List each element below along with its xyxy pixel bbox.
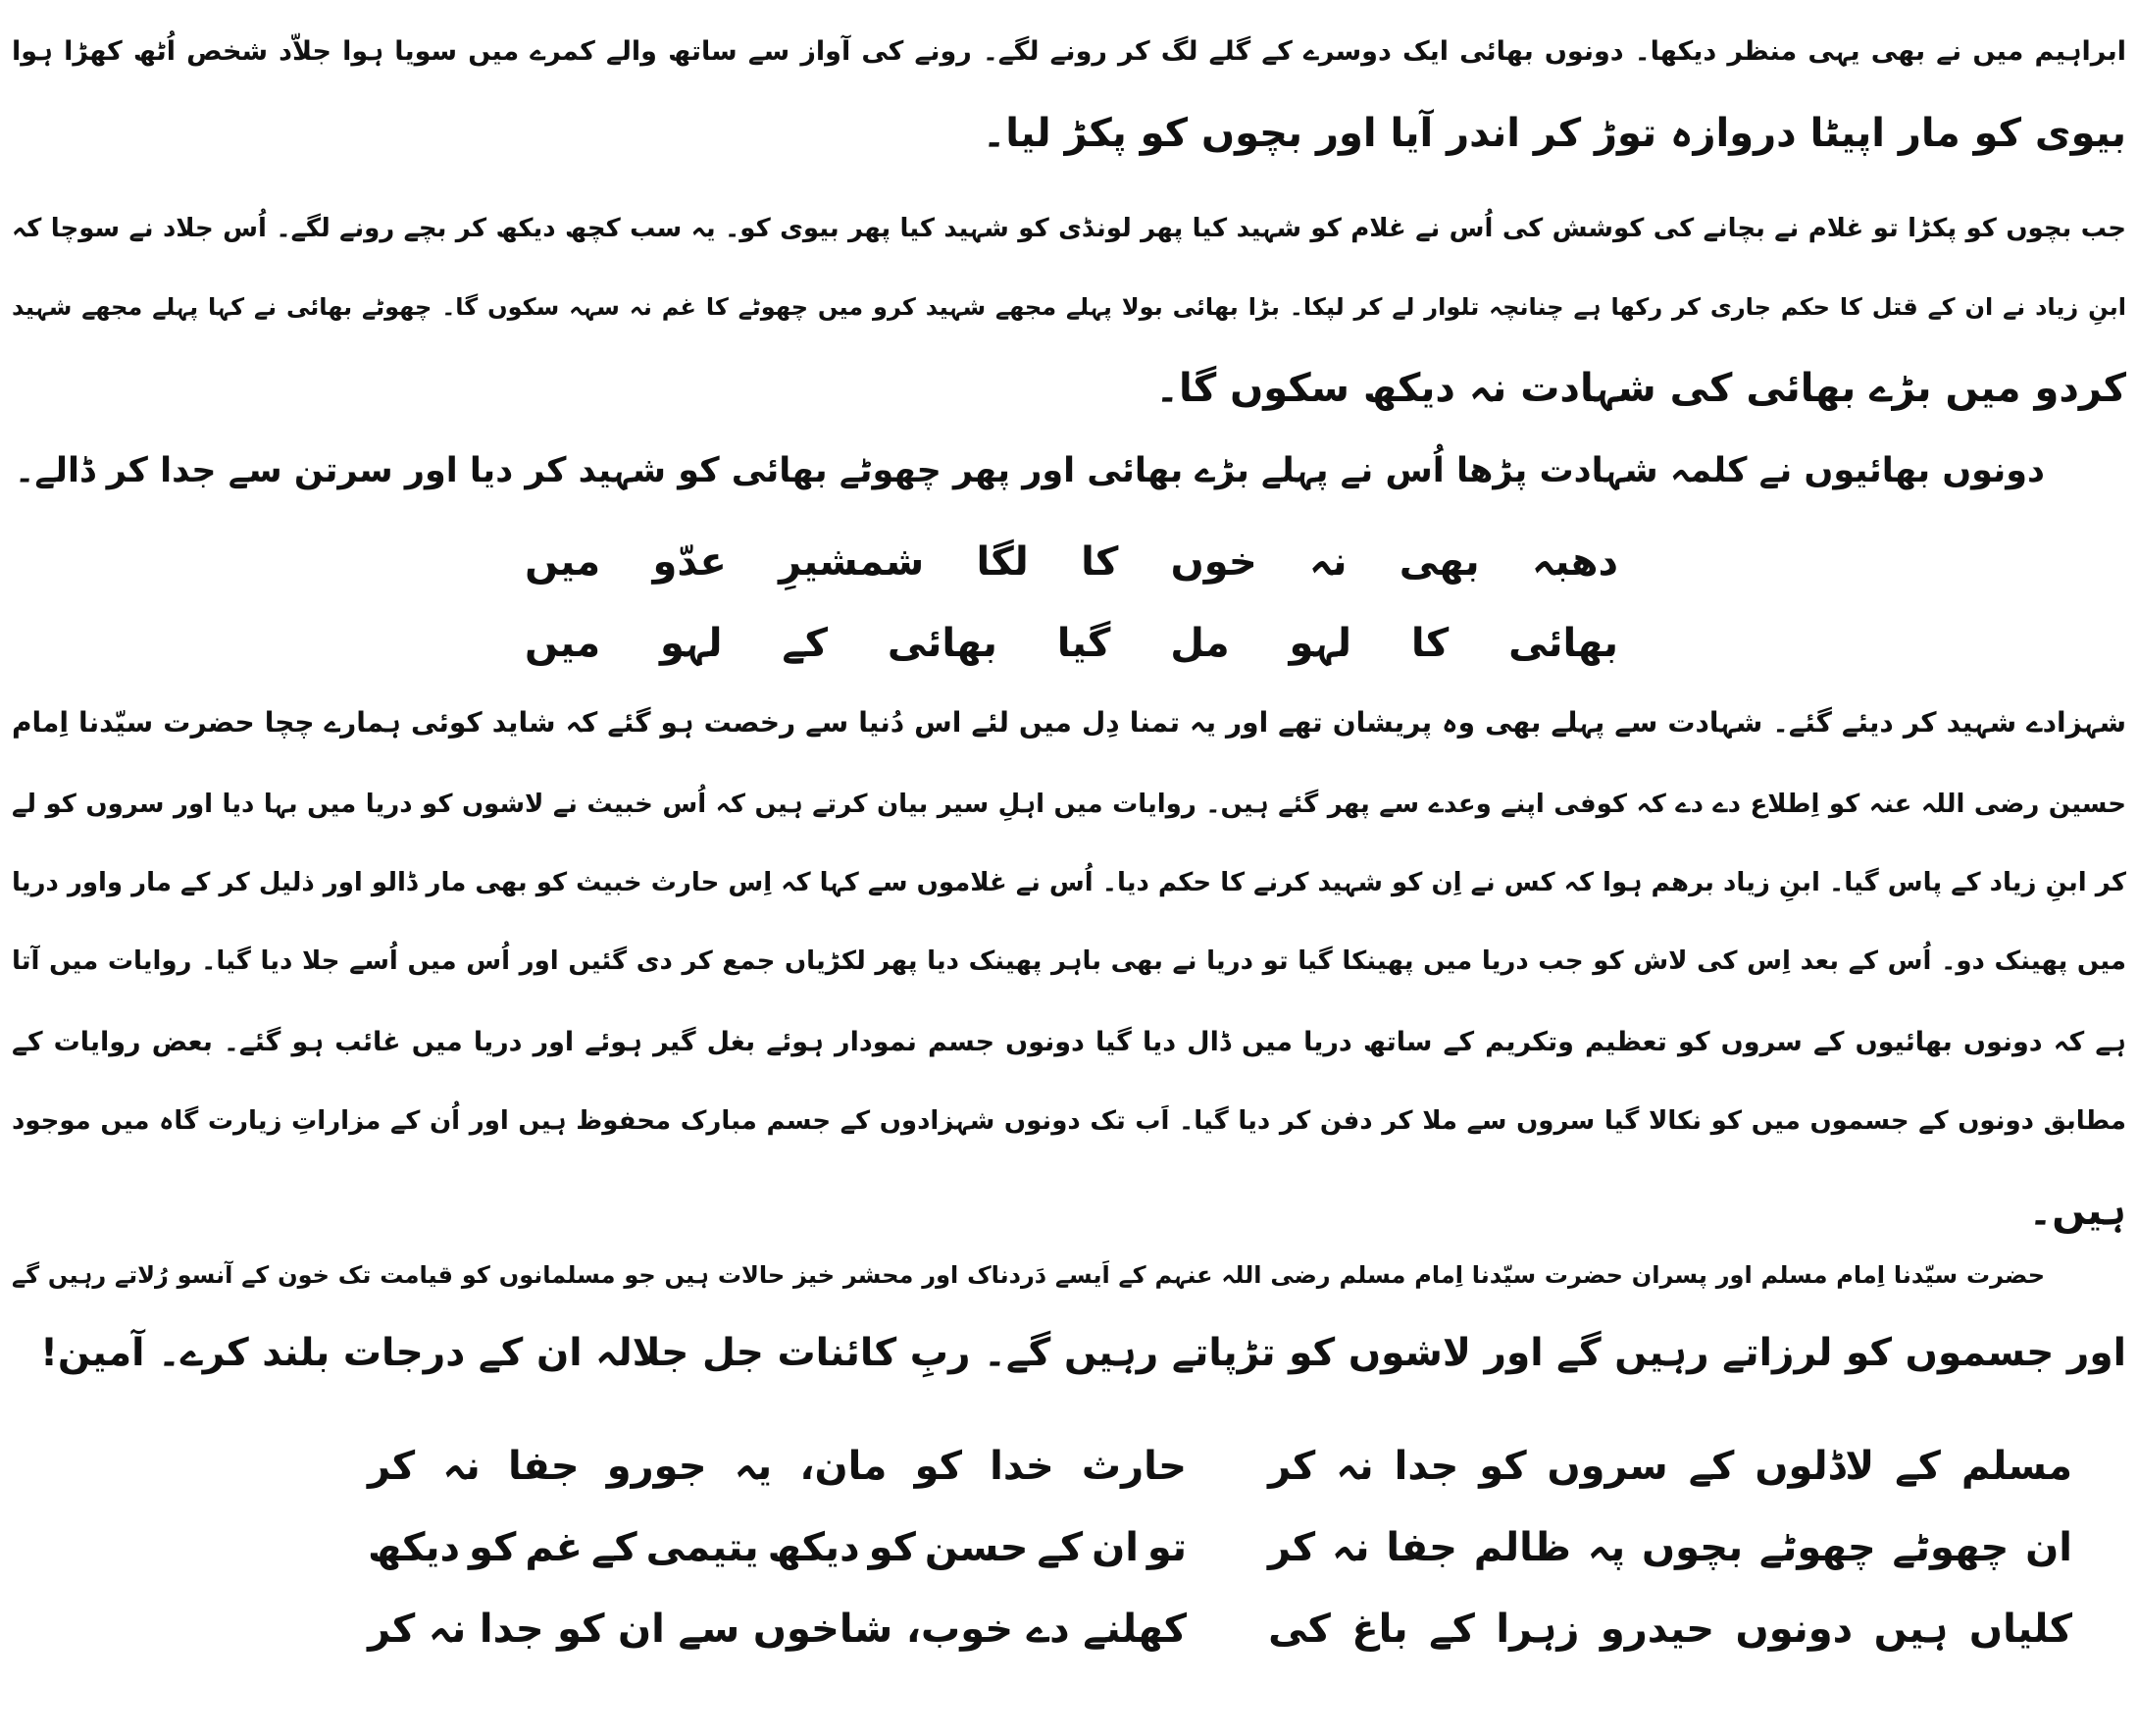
text-line: کر ابنِ زیاد کے پاس گیا۔ ابنِ زیاد برھم ہوا کہ کس نے اِن کو شہید کرنے کا حکم دیا۔ اُس نے غلاموں سے کہا کہ اِس حارث خبیث کو بھی مار ڈالو اور ذلیل کر کے مار واور دریا xyxy=(12,868,2126,897)
verse-word: غم xyxy=(525,1525,584,1570)
couplet-word: کا xyxy=(1081,539,1119,585)
verse-word: کھلنے xyxy=(1083,1607,1187,1652)
verse-word: کر xyxy=(368,1444,416,1489)
couplet-word: خوں xyxy=(1170,539,1257,585)
verse-word: کر xyxy=(368,1607,416,1652)
couplet-word: شمشیرِ xyxy=(779,539,925,585)
verse-word: چھوٹے xyxy=(1758,1525,1876,1570)
verse-hemistich-left xyxy=(368,1595,1187,1663)
couplet-word: بھائی xyxy=(887,621,997,666)
verse-word: ظالم xyxy=(1473,1525,1571,1570)
verse-word: نہ xyxy=(1336,1444,1374,1489)
verse-word: کے xyxy=(590,1525,637,1570)
verse-word: چھوٹے xyxy=(1892,1525,2010,1570)
text-line: حضرت سیّدنا اِمام مسلم اور پسران حضرت سیّدنا اِمام مسلم رضی اللہ عنہم کے اَیسے دَردناک اور محشر خیز حالات ہیں جو مسلمانوں کو قیامت تک خون کے آنسو رُلاتے رہیں گے xyxy=(12,1261,2045,1289)
couplet-word: نہ xyxy=(1309,539,1348,585)
verse-word: مان، xyxy=(799,1444,888,1489)
couplet-word: میں xyxy=(525,539,601,585)
couplet-word: لہو xyxy=(1289,621,1352,666)
text-line: ابنِ زیاد نے ان کے قتل کا حکم جاری کر رکھا ہے چنانچہ تلوار لے کر لپکا۔ بڑا بھائی بولا پہلے مجھے شہید کرو میں چھوٹے کا غم نہ سہہ سکوں گا۔ چھوٹے بھائی نے کہا پہلے مجھے شہید xyxy=(12,293,2126,321)
verse-word: لاڈلوں xyxy=(1755,1444,1875,1489)
text-line: ہے کہ دونوں بھائیوں کے سروں کو تعظیم وتکریم کے ساتھ دریا میں ڈال دیا گیا دونوں جسم نمودار ہوئے بغل گیر ہوئے اور دریا میں غائب ہو گئے۔ بعض روایات کے xyxy=(12,1027,2126,1057)
text-line: بیوی کو مار اپیٹا دروازہ توڑ کر اندر آیا اور بچوں کو پکڑ لیا۔ xyxy=(982,111,2126,156)
verse-word: دے xyxy=(1026,1607,1070,1652)
couplet-word: کے xyxy=(782,621,829,666)
verse-hemistich-right xyxy=(1268,1595,2072,1663)
verse-word: کلیاں xyxy=(1968,1607,2072,1652)
verse-word: کر xyxy=(1268,1525,1316,1570)
verse-word: بچوں xyxy=(1642,1525,1744,1570)
verse-word: سے xyxy=(678,1607,740,1652)
verse-word: کے xyxy=(1037,1525,1084,1570)
verse-word: کو xyxy=(557,1607,605,1652)
verse-word: مسلم xyxy=(1960,1444,2072,1489)
verse-word: زہرا xyxy=(1496,1607,1580,1652)
verse-word: جدا xyxy=(1394,1444,1459,1489)
text-line: دونوں بھائیوں نے کلمہ شہادت پڑھا اُس نے پہلے بڑے بھائی اور پھر چھوٹے بھائی کو شہید کر دیا اور سرتن سے جدا کر ڈالے۔ xyxy=(14,451,2045,490)
verse-word: حیدرو xyxy=(1600,1607,1715,1652)
text-line: شہزادے شہید کر دیئے گئے۔ شہادت سے پہلے بھی وہ پریشان تھے اور یہ تمنا دِل میں لئے اس دُنیا سے رخصت ہو گئے کہ شاید کوئی ہمارے چچا حضرت سیّدنا اِمام xyxy=(12,706,2126,739)
text-line: ہیں۔ xyxy=(2028,1189,2126,1234)
verse-word: خدا xyxy=(990,1444,1054,1489)
verse-word: حسن xyxy=(924,1525,1029,1570)
text-line: جب بچوں کو پکڑا تو غلام نے بچانے کی کوشش کی اُس نے غلام کو شہید کیا پھر لونڈی کو شہید کیا پھر بیوی کو۔ یہ سب کچھ دیکھ کر بچے رونے لگے۔ اُس جلاد نے سوچا کہ xyxy=(12,214,2126,243)
verse-word: جدا xyxy=(479,1607,544,1652)
verse-word: دیکھ xyxy=(767,1525,860,1570)
verse-hemistich-left xyxy=(368,1513,1187,1582)
verse-word: کی xyxy=(1268,1607,1331,1652)
couplet-word: لگا xyxy=(976,539,1029,585)
verse-word: کو xyxy=(868,1525,916,1570)
couplet-word: مل xyxy=(1170,621,1230,666)
couplet-word: کا xyxy=(1410,621,1450,666)
verse-word: نہ xyxy=(428,1607,467,1652)
couplet-line xyxy=(525,528,1618,596)
couplet-line xyxy=(525,609,1618,678)
verse-word: کے xyxy=(1429,1607,1475,1652)
verse-hemistich-right xyxy=(1268,1513,2072,1582)
verse-word: دونوں xyxy=(1735,1607,1854,1652)
couplet-word: بھائی xyxy=(1508,621,1618,666)
verse-word: یتیمی xyxy=(645,1525,759,1570)
verse-word: یہ xyxy=(734,1444,773,1489)
couplet-word: گیا xyxy=(1056,621,1111,666)
text-line: ابراہیم میں نے بھی یہی منظر دیکھا۔ دونوں بھائی ایک دوسرے کے گلے لگ کر رونے لگے۔ رونے کی آواز سے ساتھ والے کمرے میں سویا ہوا جلاّد شخص اُٹھ کھڑا ہوا xyxy=(12,36,2126,67)
verse-word: ہیں xyxy=(1873,1607,1949,1652)
text-line: مطابق دونوں کے جسموں میں کو نکالا گیا سروں سے ملا کر دفن کر دیا گیا۔ اَب تک دونوں شہزادوں کے جسم مبارک محفوظ ہیں اور اُن کے مزاراتِ زیارت گاہ میں موجود xyxy=(12,1106,2126,1136)
verse-word: شاخوں xyxy=(752,1607,893,1652)
verse-hemistich-right xyxy=(1268,1432,2072,1501)
verse-word: پہ xyxy=(1587,1525,1626,1570)
verse-word: جفا xyxy=(1386,1525,1457,1570)
verse-word: تو xyxy=(1146,1525,1187,1570)
verse-word: دیکھ xyxy=(368,1525,461,1570)
verse-word: کر xyxy=(1268,1444,1316,1489)
couplet-word: لہو xyxy=(659,621,723,666)
verse-word: ان xyxy=(1092,1525,1139,1570)
text-line: اور جسموں کو لرزاتے رہیں گے اور لاشوں کو تڑپاتے رہیں گے۔ ربِ کائنات جل جلالہ ان کے درجات بلند کرے۔ آمین! xyxy=(40,1331,2126,1375)
text-line: کردو میں بڑے بھائی کی شہادت نہ دیکھ سکوں گا۔ xyxy=(1155,366,2126,411)
verse-word: کو xyxy=(914,1444,962,1489)
couplet-word: میں xyxy=(525,621,601,666)
text-line: میں پھینک دو۔ اُس کے بعد اِس کی لاش کو جب دریا میں پھینکا گیا تو دریا نے بھی باہر پھینک دیا پھر لکڑیاں جمع کر دی گئیں اور اُس میں اُسے جلا دیا گیا۔ روایات میں آتا xyxy=(12,946,2126,976)
verse-word: باغ xyxy=(1351,1607,1408,1652)
verse-word: کے xyxy=(1895,1444,1941,1489)
verse-word: سروں xyxy=(1547,1444,1668,1489)
couplet-word: دھبہ xyxy=(1531,539,1618,585)
couplet-word: بھی xyxy=(1399,539,1480,585)
text-line: حسین رضی اللہ عنہ کو اِطلاع دے دے کہ کوفی اپنے وعدے سے پھر گئے ہیں۔ روایات میں اہلِ سیر بیان کرتے ہیں کہ اُس خبیث نے لاشوں کو دریا میں بہا دیا اور سروں کو لے xyxy=(12,790,2126,819)
verse-word: نہ xyxy=(1332,1525,1370,1570)
couplet-word: عدّو xyxy=(652,539,727,585)
verse-word: جورو xyxy=(606,1444,707,1489)
verse-word: کے xyxy=(1688,1444,1735,1489)
verse-word: کو xyxy=(469,1525,517,1570)
verse-word: نہ xyxy=(442,1444,481,1489)
verse-hemistich-left xyxy=(368,1432,1187,1501)
verse-word: کو xyxy=(1479,1444,1527,1489)
verse-word: ان xyxy=(618,1607,665,1652)
verse-word: جفا xyxy=(507,1444,580,1489)
verse-word: ان xyxy=(2025,1525,2072,1570)
verse-word: خوب، xyxy=(905,1607,1014,1652)
verse-word: حارث xyxy=(1081,1444,1187,1489)
